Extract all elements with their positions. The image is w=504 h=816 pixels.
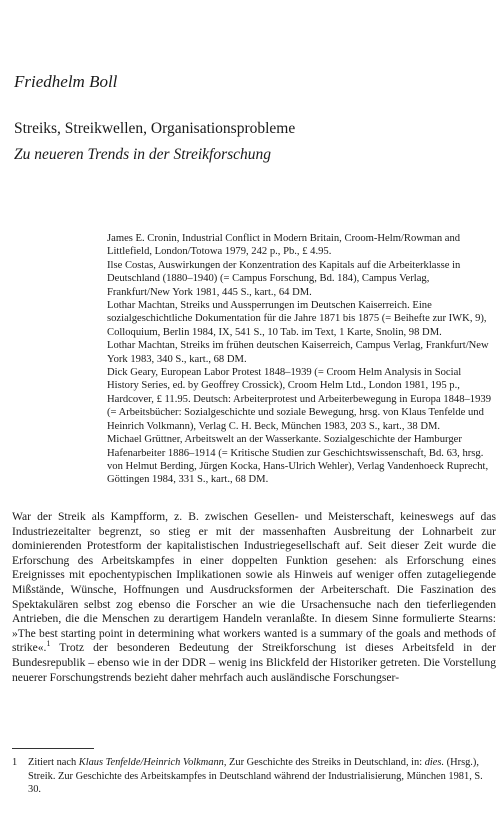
bibliography-list <box>107 232 493 487</box>
footnote-authors: Klaus Tenfelde/Heinrich Volkmann <box>78 757 224 768</box>
footnote <box>12 756 496 797</box>
bibliography-entry: Lothar Machtan, Streiks im frühen deutschen Kaiserreich, Campus Verlag, Frankfurt/New York 1983, 340 S., kart., 68 DM. <box>107 340 489 365</box>
article-title: Streiks, Streikwellen, Organisationsprobleme <box>14 120 296 137</box>
body-paragraph <box>12 510 496 685</box>
bibliography-entry: Dick Geary, European Labor Protest 1848–1939 (= Croom Helm Analysis in Social History Series, ed. by Geoffrey Crossick), Croom Helm Ltd., London 1981, 195 p., Hardcover, £ 11.95. Deutsch: Arbeiterprotest und Arbeiterbewegung in Europa 1848–1939 (= Arbeitsbücher: Sozialgeschichte und soziale Bewegung, hrsg. von Klaus Tenfelde und Heinrich Volkmann), Verlag C. H. Beck, München 1983, 203 S., kart., 38 DM. <box>107 367 491 432</box>
bibliography-entry: Ilse Costas, Auswirkungen der Konzentration des Kapitals auf die Arbeiterklasse in Deutschland (1880–1940) (= Campus Forschung, Bd. 184), Campus Verlag, Frankfurt/New York 1981, 445 S., kart., 64 DM. <box>107 259 461 298</box>
article-subtitle: Zu neueren Trends in der Streikforschung <box>14 146 272 163</box>
body-text-part-1: War der Streik als Kampfform, z. B. zwischen Gesellen- und Meisterschaft, keineswegs auf das Industriezeitalter begrenzt, so stieg er mit der massenhaften Ausbreitung der Lohnarbeit zur dominierenden Protestform der kapitalistischen Industriegesellschaft auf. Seit dieser Zeit wurde die Erforschung des Arbeitskampfes in einer doppelten Funktion gesehen: als Erforschung eines Ereignisses mit epochentypischen Implikationen sowie als Hinweis auf weniger offen zutageliegende Mißstände, Wünsche, Hoffnungen und Ausdrucksformen der Arbeiterschaft. Die Faszination des Spektakulären selbst zog ebenso die Forscher an wie die Ursachensuche nach den tieferliegenden Antrieben, die die Menschen zu derartigem Handeln veranlaßte. In diesem Sinne formulierte Stearns: »The best starting point in determining what workers wanted is a summary of the goals and methods of strike«. <box>12 510 496 655</box>
bibliography-entry: Michael Grüttner, Arbeitswelt an der Wasserkante. Sozialgeschichte der Hamburger Hafenarbeiter 1886–1914 (= Kritische Studien zur Geschichtswissenschaft, Bd. 63, hrsg. von Helmut Berding, Jürgen Kocka, Hans-Ulrich Wehler), Verlag Vandenhoeck Ruprecht, Göttingen 1984, 331 S., kart., 68 DM. <box>107 434 489 486</box>
bibliography-entry: James E. Cronin, Industrial Conflict in Modern Britain, Croom-Helm/Rowman and Littlefield, London/Totowa 1979, 242 p., Pb., £ 4.95. <box>107 233 461 258</box>
footnote-divider <box>12 748 94 749</box>
footnote-text: Zitiert nach Klaus Tenfelde/Heinrich Volkmann, Zur Geschichte des Streiks in Deutschland, in: dies. (Hrsg.), Streik. Zur Geschichte des Arbeitskampfes in Deutschland während der Industrialisierung, München 1981, S. 30. <box>28 757 483 796</box>
footnote-number: 1 <box>12 757 18 768</box>
author-name: Friedhelm Boll <box>14 72 118 91</box>
footnote-dies: dies. <box>424 757 445 768</box>
bibliography-entry: Lothar Machtan, Streiks und Aussperrungen im Deutschen Kaiserreich. Eine sozialgeschichtliche Dokumentation für die Jahre 1871 bis 1875 (= Beihefte zur IWK, 9), Colloquium, Berlin 1984, IX, 541 S., 10 Tab. im Text, 1 Karte, Snolin, 98 DM. <box>107 300 487 338</box>
footnote-reference[interactable]: 1 <box>46 639 51 649</box>
body-text-part-2: Trotz der besonderen Bedeutung der Streikforschung ist dieses Arbeitsfeld in der Bundesrepublik – ebenso wie in der DDR – wenig ins Blickfeld der Historiker getreten. Die Vorstellung neuerer Forschungstrends bezieht daher mehrfach auch ausländische Forschungser- <box>12 641 496 684</box>
